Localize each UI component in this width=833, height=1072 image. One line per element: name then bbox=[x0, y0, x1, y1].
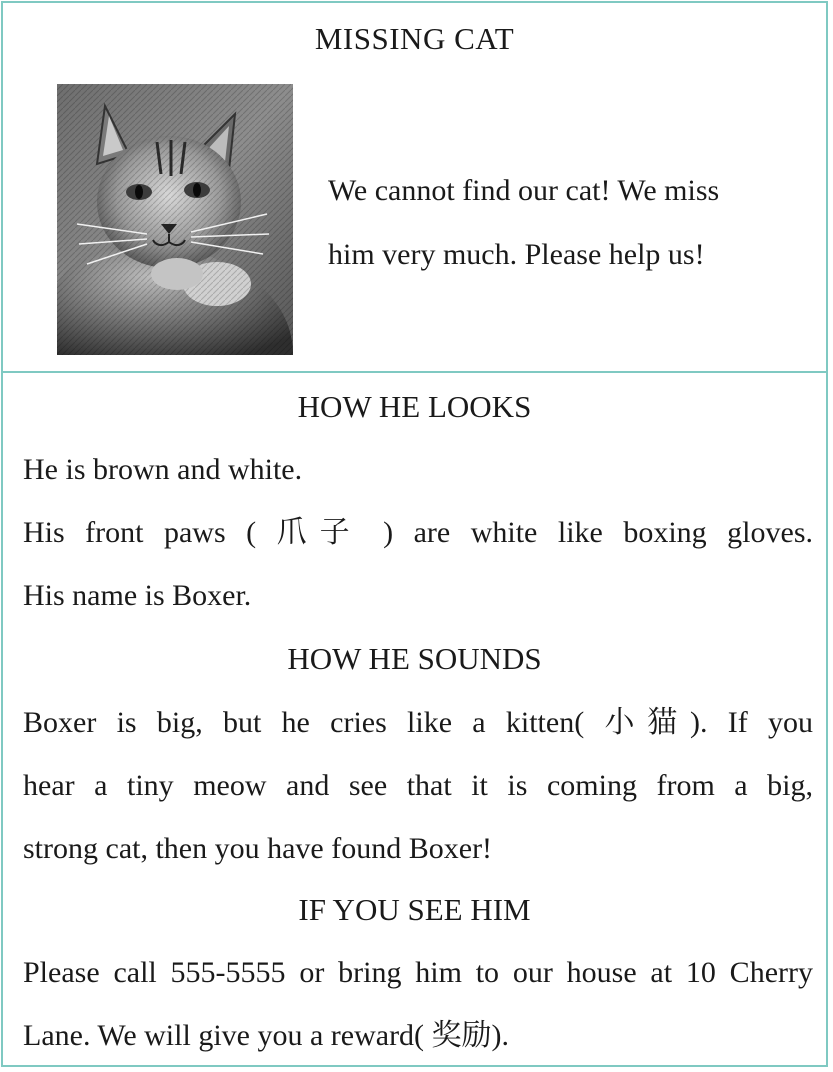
how-he-looks-text bbox=[23, 438, 813, 627]
intro-line: him very much. Please help us! bbox=[328, 238, 705, 271]
poster-header-section bbox=[3, 3, 826, 371]
intro-line: We cannot find our cat! We miss bbox=[328, 174, 720, 207]
how-he-sounds-text bbox=[23, 691, 813, 880]
intro-text bbox=[328, 159, 808, 287]
looks-line: His name is Boxer. bbox=[23, 579, 252, 612]
cat-photo-image bbox=[57, 84, 293, 355]
poster-title: MISSING CAT bbox=[314, 21, 515, 56]
looks-line: His front paws ( 爪子 ) are white like boxing gloves. bbox=[23, 516, 813, 549]
see-him-line: Please call 555-5555 or bring him to our house at 10 Cherry bbox=[23, 956, 813, 989]
cat-photo bbox=[57, 84, 293, 355]
missing-cat-poster bbox=[1, 1, 828, 1067]
how-he-sounds-heading: HOW HE SOUNDS bbox=[287, 641, 542, 676]
see-him-line: Lane. We will give you a reward( 奖励). bbox=[23, 1019, 510, 1052]
sounds-line: strong cat, then you have found Boxer! bbox=[23, 832, 493, 865]
sounds-line: Boxer is big, but he cries like a kitten( 小猫). If you bbox=[23, 706, 813, 739]
section-divider bbox=[3, 371, 826, 373]
looks-line: He is brown and white. bbox=[23, 453, 303, 486]
how-he-looks-heading: HOW HE LOOKS bbox=[297, 389, 532, 424]
if-you-see-him-text bbox=[23, 941, 813, 1067]
if-you-see-him-heading: IF YOU SEE HIM bbox=[298, 892, 531, 927]
sounds-line: hear a tiny meow and see that it is coming from a big, bbox=[23, 769, 813, 802]
